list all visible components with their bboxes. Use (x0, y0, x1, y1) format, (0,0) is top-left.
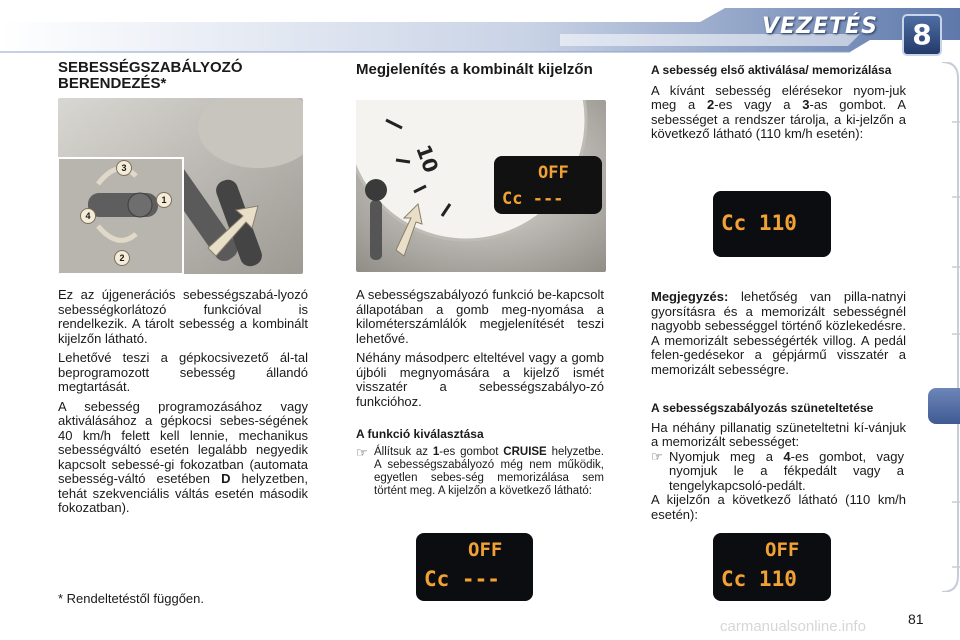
bold-text: D (221, 471, 231, 486)
pointing-hand-icon: ☞ (356, 444, 368, 460)
active-chapter-tab (928, 388, 960, 424)
column-1 (58, 60, 308, 92)
lcd-top-line: OFF (468, 539, 503, 561)
bullet-text (669, 450, 904, 494)
footnote: * Rendeltetéstől függően. (58, 591, 204, 606)
callout-1: 1 (156, 192, 172, 208)
text-span: Nyomjuk meg a (669, 448, 784, 464)
text-span: -as gombot. A sebességet a rendszer tárolja, a ki-jelzőn a következő látható (110 km/h esetén): (651, 97, 906, 141)
text-span: -es gombot (439, 445, 504, 458)
bold-text: 3 (802, 97, 810, 112)
bold-text: 2 (707, 97, 715, 112)
bold-text: 1 (432, 445, 440, 458)
bold-text: CRUISE (503, 445, 547, 458)
column-2-body (356, 288, 604, 414)
note-box (651, 290, 906, 382)
pause-section (651, 402, 906, 527)
paragraph: Lehetővé teszi a gépkocsivezető ál-tal beprogramozott sebesség állandó megtartását. (58, 350, 308, 394)
lcd-display-off-no-speed (416, 533, 533, 601)
watermark: carmanualsonline.info (720, 618, 866, 635)
section-title-cruise-control: SEBESSÉGSZABÁLYOZÓ BERENDEZÉS* (58, 59, 243, 92)
callout-3: 3 (116, 160, 132, 176)
text-span: -es gombot, vagy nyomjuk le a fékpedált vagy a tengelykapcsoló-pedált. (669, 448, 905, 493)
paragraph: A kijelzőn a következő látható (110 km/h esetén): (651, 492, 906, 522)
note-text: lehetőség van pilla-natnyi gyorsításra és a memorizált sebességnél nagyobb sebességgel történő közlekedésre. A memorizált sebességérték villog. A pedál felen-gedésekor a gépjármű visszatér a memorizált sebességre. (651, 289, 906, 377)
note-label: Megjegyzés: (651, 289, 729, 304)
instrument-cluster-photo (356, 100, 606, 272)
bullet-item (356, 446, 604, 498)
paragraph: Ez az újgenerációs sebességszabá-lyozó sebességkorlátozó funkcióval is rendelkezik. A tárolt sebesség a kombinált kijelzőn látható. (58, 287, 308, 346)
text-span: A kívánt sebesség elérésekor nyom-juk meg a (651, 82, 906, 112)
section-title-pause: A sebességszabályozás szüneteltetése (651, 401, 874, 415)
column-2 (356, 62, 596, 78)
paragraph: Néhány másodperc elteltével vagy a gomb újbóli megnyomására a kijelző ismét visszatér a sebességszabályo-zó funkcióhoz. (356, 350, 604, 409)
text-span: A sebesség programozásához vagy aktiválásához a gépkocsi sebes-ségének 40 km/h felett kell lennie, mechanikus sebességváltó esetén legalább negyedik kapcsolt sebessé-gi fokozatban (automata sebesség-váltó esetében (58, 398, 308, 486)
paragraph: Ha néhány pillanatig szüneteltetni kí-vánjuk a memorizált sebességet: (651, 419, 906, 449)
subsection-title: A funkció kiválasztása (356, 427, 484, 441)
text-span: Állítsuk az (374, 445, 433, 458)
chapter-side-tabs (928, 62, 960, 592)
paragraph: A sebességszabályozó funkció be-kapcsolt állapotában a gomb meg-nyomása a kilométerszámlálók megjelenítését teszi lehetővé. (356, 287, 604, 346)
lcd-display-110 (713, 191, 831, 257)
lcd-top-line: OFF (765, 539, 800, 561)
text-span: -es vagy a (714, 97, 803, 112)
lcd-bottom-line: Cc --- (424, 567, 500, 591)
lcd-bottom-line: Cc 110 (721, 567, 797, 591)
section-title-first-activation: A sebesség első aktiválása/ memorizálása (651, 63, 892, 77)
bullet-item (651, 450, 906, 494)
paragraph (651, 84, 906, 142)
svg-text:10: 10 (411, 141, 444, 176)
steering-stalk-photo (58, 98, 303, 274)
bold-text: 4 (783, 448, 791, 464)
function-select-section (356, 428, 604, 498)
text-span: helyzetben, tehát szekvenciális váltás esetén második fokozatban). (58, 471, 309, 515)
svg-text:OFF: OFF (538, 163, 569, 183)
page-header-title: VEZETÉS (762, 14, 878, 39)
chapter-number-badge: 8 (902, 14, 942, 56)
callout-2: 2 (114, 250, 130, 266)
bullet-text (374, 446, 604, 498)
note-paragraph (651, 290, 906, 377)
column-3 (651, 64, 906, 147)
page-number: 81 (908, 611, 924, 627)
lcd-display-off-110 (713, 533, 831, 601)
section-title-display: Megjelenítés a kombinált kijelzőn (356, 61, 593, 78)
paragraph (58, 400, 308, 516)
lcd-line: Cc 110 (721, 211, 797, 235)
svg-text:Cc ---: Cc --- (502, 189, 564, 209)
column-1-body (58, 288, 308, 521)
text-span: helyzetbe. A sebességszabályozó még nem működik, egyetlen sebes-ség memorizálása sem történt meg. A kijelzőn a következő látható: (374, 445, 604, 497)
callout-4: 4 (80, 208, 96, 224)
pointing-hand-icon: ☞ (651, 448, 663, 464)
